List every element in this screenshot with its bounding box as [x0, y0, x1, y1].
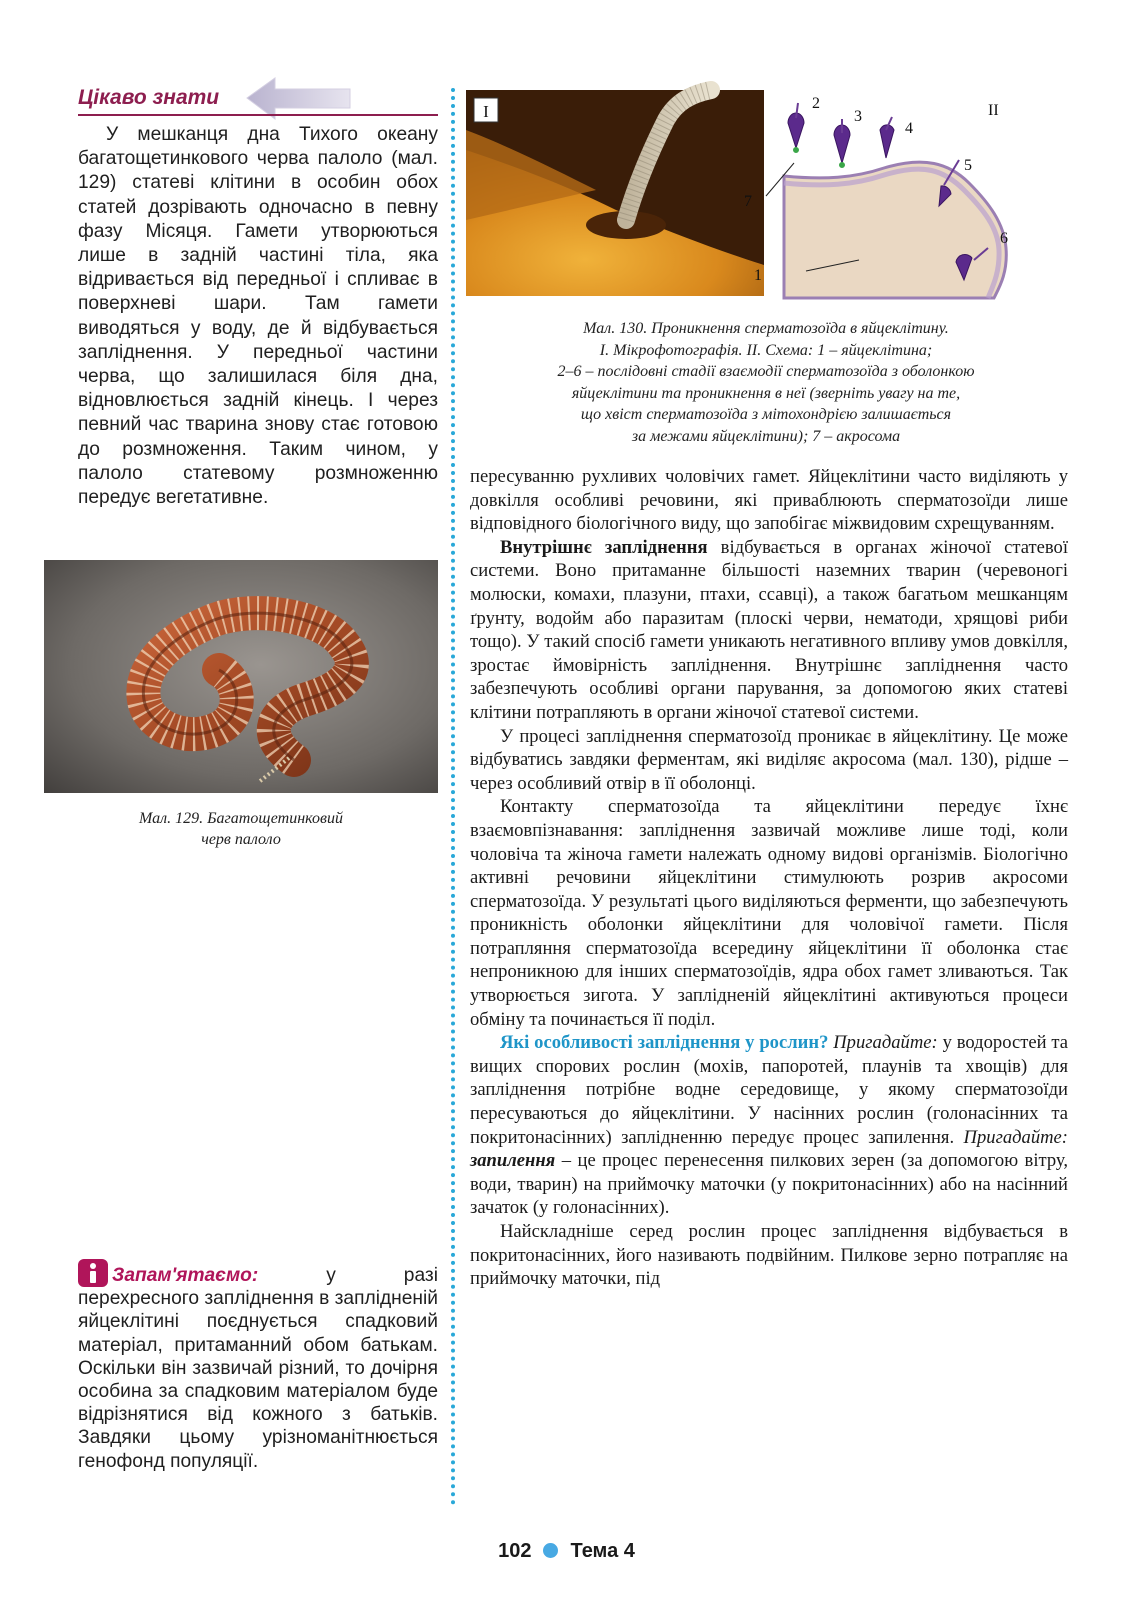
paragraph-plants: Які особливості запліднення у рослин? Пригадайте: у водоростей та вищих спорових рослин (мохів, папоротей, плаунів та хвощів) для запліднення потрібне водне середовище, у якому сперматозоїди пересуваються до яйцеклітини. У насінних рослин (голонасінних та покритонасінних) заплідненню передує процес запилення. Пригадайте: запилення – це процес перенесення пилкових зерен (за допомогою вітру, води, тварин) на приймочку маточки (у покритонасінних) або на насінний зачаток (у голонасінних).	[470, 1032, 1068, 1219]
sidebar-title: Цікаво знати	[78, 86, 220, 109]
page-number: 102	[498, 1540, 532, 1562]
figure-130-number-5: 5	[964, 157, 972, 174]
page-footer	[0, 1540, 1133, 1563]
sidebar-text	[78, 123, 438, 510]
figure-129-caption: Мал. 129. Багатощетинковий черв палоло	[139, 810, 343, 848]
figure-130-label-i: I	[483, 102, 489, 121]
arrow-decoration-icon	[245, 74, 355, 124]
remember-text: у разі перехресного запліднення в заплідненій яйцеклітині поєднується спадковий матеріал, притаманний обом батькам. Оскільки він зазвичай різний, то дочірня особина за спадковим матеріалом буде відрізнятися від кожного з батьків. Завдяки цьому урізноманітнюється генофонд популяції.	[78, 1265, 438, 1472]
figure-130-number-3: 3	[854, 108, 862, 125]
remember-label: Запам'ятаємо:	[112, 1265, 259, 1286]
figure-130-number-1: 1	[754, 267, 762, 284]
column-divider	[451, 88, 455, 1506]
remember-icon	[78, 1259, 108, 1287]
figure-130-label-ii: II	[988, 102, 999, 119]
figure-130-number-4: 4	[905, 120, 913, 137]
paragraph-recognition: Контакту сперматозоїда та яйцеклітини передує їхнє взаємовпізнавання: запліднення зазвичай можливе лише тоді, коли чоловіча та жіноча гамети належать одному видові організмів. Біологічно активні речовини яйцеклітини стимулюють розрив акросоми сперматозоїда. У результаті цього виділяються ферменти, що забезпечують проникність оболонки яйцеклітини для чоловічої гамети. Після потрапляння сперматозоїда всередину яйцеклітини її оболонка стає непроникною для інших сперматозоїдів, ядра обох гамет зливаються. Так утворюється зигота. У заплідненій яйцеклітині активуються процеси обміну та починається її поділ.	[470, 796, 1068, 1030]
paragraph-double-fertilization: Найскладніше серед рослин процес запліднення відбувається в покритонасінних, його називають подвійним. Пилкове зерно потрапляє на приймочку маточки, під	[470, 1221, 1068, 1290]
sidebar-paragraph: У мешканця дна Тихого океану багатощетинкового черва палоло (мал. 129) статеві клітини в особин обох статей дозрівають одночасно в певну фазу Місяця. Гамети утворюються лише в задній частині тіла, яка відривається від передньої і спливає в поверхневі шари. Там гамети виводяться у воду, де й відбувається запліднення. У передньої частини черва, що залишилася біля дна, відновлюється задній кінець. І через певний час тварина знову стає готовою до розмноження. Таким чином, у палоло статевому розмноженню передує вегетативне.	[78, 124, 438, 509]
topic-label: Тема 4	[570, 1540, 635, 1562]
figure-130-number-2: 2	[812, 95, 820, 112]
paragraph-internal-fertilization: Внутрішнє запліднення відбувається в органах жіночої статевої системи. Воно притаманне більшості наземних тварин (черевоногі молюски, комахи, плазуни, птахи, ссавці), а також багатьом мешканцям ґрунту, водойм або паразитам (плоскі черви, нематоди, хрящові риби тощо). У такий спосіб гамети уникають негативного впливу умов довкілля, зростає ймовірність запліднення. Внутрішнє запліднення часто забезпечують особливі органи парування, за допомогою яких статеві клітини потрапляють в органи жіночої статевої системи.	[470, 536, 1068, 723]
remember-box	[78, 1259, 438, 1473]
main-text	[470, 465, 1068, 1291]
sidebar-title-rule	[78, 114, 438, 116]
paragraph-gametes: пересуванню рухливих чоловічих гамет. Яйцеклітини часто виділяють у довкілля особливі речовини, які приваблюють сперматозоїди лише відповідного біологічного виду, що запобігає міжвидовим схрещуванням.	[470, 466, 1068, 535]
figure-130-micrograph-image	[466, 90, 764, 296]
figure-130-number-7: 7	[744, 193, 752, 210]
figure-130-caption: Мал. 130. Проникнення сперматозоїда в яйцеклітину. І. Мікрофотографія. ІІ. Схема: 1 – яйцеклітина; 2–6 – послідовні стадії взаємодії сперматозоїда з оболонкою яйцеклітини та проникнення в неї (зверніть увагу на те, що хвіст сперматозоїда з мітохондрією залишається за межами яйцеклітини); 7 – акросома	[557, 320, 975, 445]
figure-130-number-6: 6	[1000, 230, 1008, 247]
section-heading-plants: Які особливості запліднення у рослин?	[500, 1032, 829, 1054]
figure-130-schematic-image	[744, 88, 1066, 298]
figure-129-palolo-worm-image	[44, 560, 438, 793]
paragraph-acrosome: У процесі запліднення сперматозоїд проникає в яйцеклітину. Це може відбуватись завдяки ферментам, які виділяє акросома (мал. 130), рідше – через особливий отвір в її оболонці.	[470, 725, 1068, 794]
footer-dot-icon	[543, 1543, 558, 1558]
